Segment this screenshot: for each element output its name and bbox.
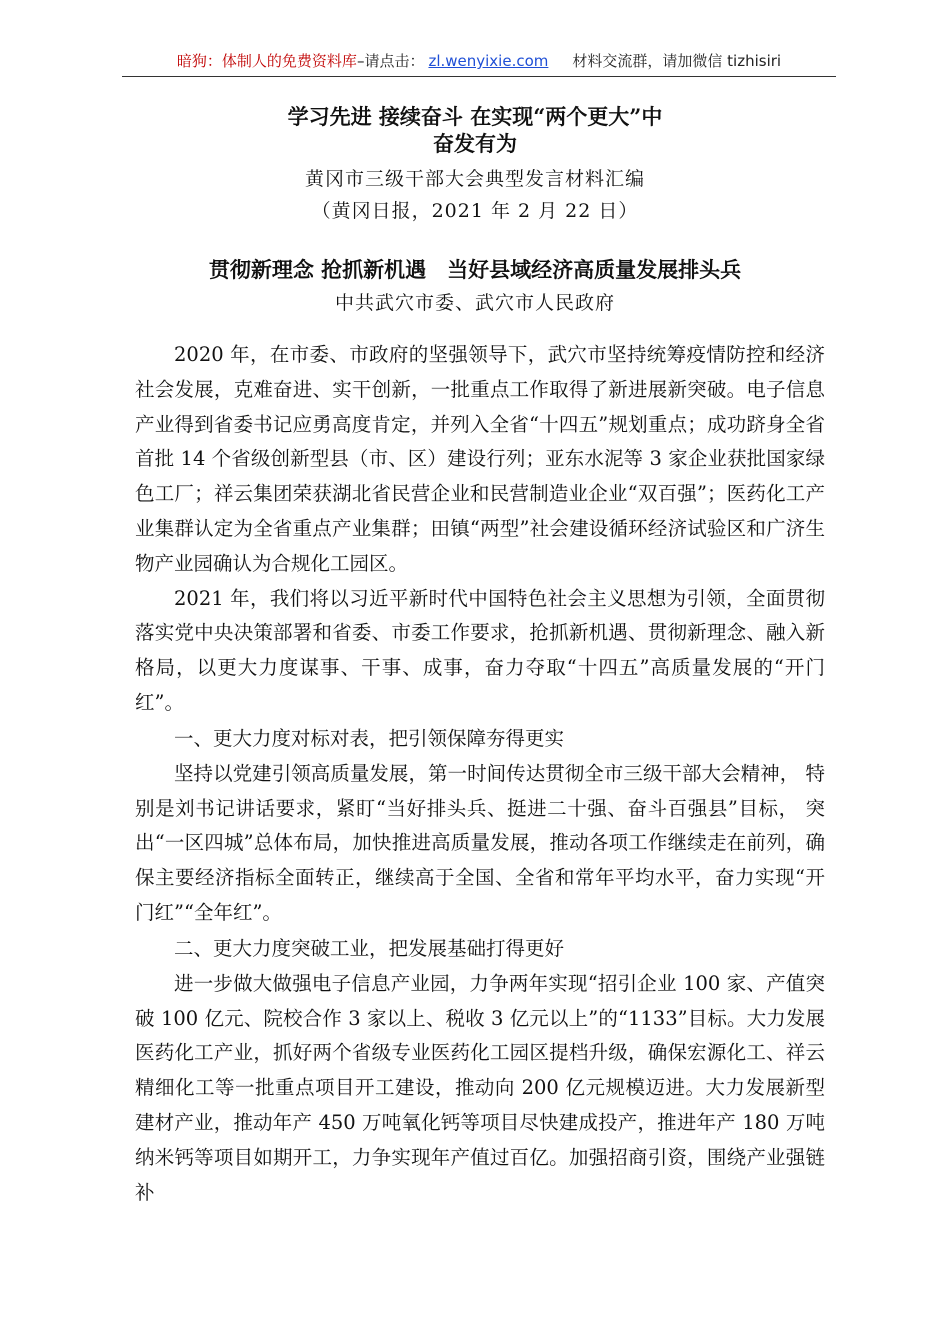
section-heading-1: 一、更大力度对标对表，把引领保障夯得更实 bbox=[174, 726, 565, 750]
header-site-link[interactable]: zl.wenyixie.com bbox=[428, 52, 549, 70]
header-notice-text: 暗狗：体制人的免费资料库 bbox=[176, 52, 357, 70]
subtitle-block bbox=[120, 163, 830, 227]
section-title: 贯彻新理念 抢抓新机遇 当好县域经济高质量发展排头兵 bbox=[208, 257, 742, 282]
page-title-line-2: 奋发有为 bbox=[433, 131, 517, 156]
paragraph: 2020 年，在市委、市政府的坚强领导下，武穴市坚持统筹疫情防控和经济社会发展，克难奋进、实干创新，一批重点工作取得了新进展新突破。电子信息产业得到省委书记应勇高度肯定，并列入全省“十四五”规划重点；成功跻身全省首批 14 个省级创新型县（市、区）建设行列；亚东水泥等 3 家企业获批国家绿色工厂；祥云集团荣获湖北省民营企业和民营制造业企业“双百强”；医药化工产业集群认定为全省重点产业集群；田镇“两型”社会建设循环经济试验区和广济生物产业园确认为合规化工园区。 bbox=[135, 343, 825, 575]
header-group-info: 材料交流群，请加微信 tizhisiri bbox=[572, 52, 782, 70]
subtitle: 黄冈市三级干部大会典型发言材料汇编 bbox=[304, 168, 645, 190]
source-line: （黄冈日报，2021 年 2 月 22 日） bbox=[311, 200, 639, 222]
page-title-line-1: 学习先进 接续奋斗 在实现“两个更大”中 bbox=[287, 104, 663, 129]
paragraph: 进一步做大做强电子信息产业园，力争两年实现“招引企业 100 家、产值突破 100 亿元、院校合作 3 家以上、税收 3 亿元以上”的“1133”目标。大力发展医药化工产业，抓好两个省级专业医药化工园区提档升级，确保宏源化工、祥云精细化工等一批重点项目开工建设，推动向 200 亿元规模迈进。大力发展新型建材产业，推动年产 450 万吨氧化钙等项目尽快建成投产，推进年产 180 万吨纳米钙等项目如期开工，力争实现年产值过百亿。加强招商引资，围绕产业强链补 bbox=[135, 971, 825, 1204]
section-heading-2: 二、更大力度突破工业，把发展基础打得更好 bbox=[174, 936, 565, 960]
header-notice-bar bbox=[122, 50, 836, 77]
header-click-prompt: –请点击： bbox=[356, 52, 425, 70]
article-body bbox=[135, 338, 825, 1210]
organization-name: 中共武穴市委、武穴市人民政府 bbox=[334, 292, 615, 314]
page-title bbox=[120, 103, 830, 157]
paragraph: 2021 年，我们将以习近平新时代中国特色社会主义思想为引领，全面贯彻落实党中央决策部署和省委、市委工作要求，抢抓新机遇、贯彻新理念、融入新格局，以更大力度谋事、干事、成事，奋力夺取“十四五”高质量发展的“开门红”。 bbox=[135, 586, 825, 714]
paragraph: 坚持以党建引领高质量发展，第一时间传达贯彻全市三级干部大会精神， 特别是刘书记讲话要求，紧盯“当好排头兵、挺进二十强、奋斗百强县”目标， 突出“一区四城”总体布局，加快推进高质量发展，推动各项工作继续走在前列，确保主要经济指标全面转正，继续高于全国、全省和常年平均水平，奋力实现“开门红”“全年红”。 bbox=[135, 761, 825, 924]
